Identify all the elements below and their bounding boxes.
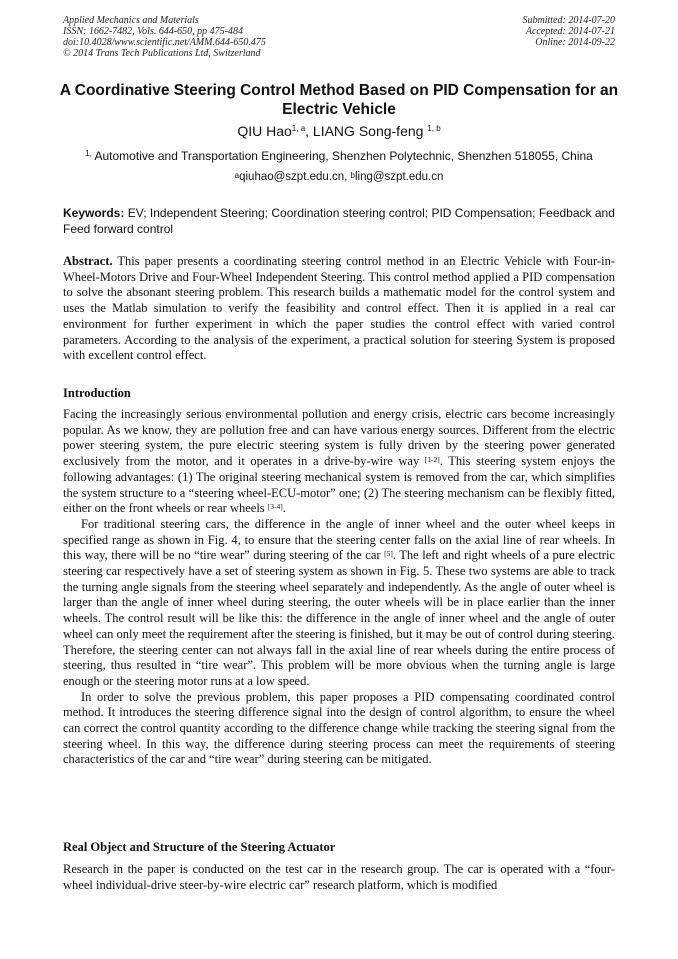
author-separator: , (305, 123, 313, 139)
author-affil-mark: 1, a (291, 124, 306, 133)
copyright-line: © 2014 Trans Tech Publications Ltd, Switzerland (63, 48, 261, 59)
email-link[interactable]: qiuhao@szpt.edu.cn (239, 171, 345, 183)
affiliation-text: Automotive and Transportation Engineering, Shenzhen Polytechnic, Shenzhen 518055, China (91, 149, 593, 163)
citation[interactable]: [1-2] (424, 455, 440, 465)
affiliation (40, 148, 638, 164)
abstract (63, 254, 615, 364)
paragraph-text: . The left and right wheels of a pure electric steering car respectively have a set of steering system as shown in Fig. 5. These two systems are able to track the turning angle signals from the steering wheel separately and independently. As the angle of outer wheel is larger than the angle of inner wheel during steering, the outer wheels will be in place earlier than the inner wheels. The control result will be like this: the difference in the angle of inner wheel and the angle of outer wheel can only meet the requirement after the steering is finished, but it may be out of control during steering. Therefore, the steering center can not always fall in the axial line of rear wheels during the entire process of steering, thus resulted in “tire wear”. This problem will be more obvious when the turning angle is large enough or the steering motor runs at a low speed. (63, 548, 615, 688)
paragraph-text: . (282, 501, 286, 516)
real-object-section (63, 862, 615, 893)
section-heading: Real Object and Structure of the Steering Actuator (63, 840, 336, 854)
abstract-label: Abstract. (63, 254, 113, 268)
issn-line: ISSN: 1662-7482, Vols. 644-650, pp 475-484 (63, 26, 243, 37)
keywords-text: EV; Independent Steering; Coordination steering control; PID Compensation; Feedback and Feed forward control (63, 206, 615, 236)
keywords-label: Keywords: (63, 206, 125, 220)
email-separator: , (344, 171, 351, 183)
abstract-text: This paper presents a coordinating steering control method in an Electric Vehicle with Four-in-Wheel-Motors Drive and Four-Wheel Independent Steering. This control method applied a PID compensation to solve the absonant steering problem. This research builds a mathematic model for the control system and uses the Matlab simulation to verify the feasibility and control effect. Then it is applied in a real car environment for further experiment in which the paper studies the control effect with varied control parameters. According to the analysis of the experiment, a practical solution for steering System is proposed with excellent control effect. (63, 254, 615, 363)
keywords (63, 205, 615, 237)
section-heading: Introduction (63, 386, 131, 400)
paper-title: A Coordinative Steering Control Method Based on PID Compensation for an Electric Vehicle (59, 82, 619, 118)
submitted-date: Submitted: 2014-07-20 (522, 15, 615, 26)
paragraph-text: For traditional steering cars, the difference in the angle of inner wheel and the outer wheel keeps in specified range as shown in Fig. 4, to ensure that the steering center falls on the axial line of rear wheels. In this way, there will be no “tire wear” during steering of the car (63, 516, 615, 563)
citation[interactable]: [5] (384, 549, 393, 559)
journal-name: Applied Mechanics and Materials (63, 15, 199, 26)
online-date: Online: 2014-09-22 (535, 37, 615, 48)
paragraph (63, 517, 615, 690)
email-mark: a (234, 171, 240, 180)
author-name: LIANG Song-feng (312, 123, 424, 139)
introduction-section (63, 407, 615, 768)
accepted-date: Accepted: 2014-07-21 (525, 26, 615, 37)
paragraph-text: Facing the increasingly serious environmental pollution and energy crisis, electric cars become increasingly popular. As we know, they are pollution free and can have various energy sources. Different from the electric power steering system, the pure electric steering system is fully driven by the steering power generated exclusively from the motor, and it operates in a drive-by-wire way (63, 407, 615, 469)
publication-info (63, 15, 266, 59)
email-mark: b (350, 171, 355, 180)
paragraph: Research in the paper is conducted on the test car in the research group. The car is operated with a “four-wheel individual-drive steer-by-wire electric car” research platform, which is modified (63, 862, 615, 892)
paragraph: In order to solve the previous problem, this paper proposes a PID compensating coordinated control method. It introduces the steering difference signal into the design of control algorithm, to ensure the wheel can correct the control quantity according to the difference change while tracking the steering signal from the steering wheel. In this way, the difference during steering process can meet the requirements of steering characteristics of the car and “tire wear” during steering can be mitigated. (63, 689, 615, 767)
email-line (40, 170, 638, 185)
doi-line[interactable]: doi:10.4028/www.scientific.net/AMM.644-650.475 (63, 37, 266, 48)
email-link[interactable]: ling@szpt.edu.cn (354, 171, 444, 183)
author-name: QIU Hao (237, 123, 292, 139)
citation[interactable]: [3-4] (267, 502, 283, 512)
paragraph (63, 407, 615, 517)
paragraph-text: . This steering system enjoys the following advantages: (1) The original steering mechanical system is removed from the car, which simplifies the system structure to a “steering wheel-ECU-motor” one; (2) The steering mechanism can be flexibly fitted, either on the front wheels or rear wheels (63, 454, 616, 516)
author-affil-mark: 1, b (427, 124, 441, 133)
publication-dates (523, 15, 616, 48)
affiliation-mark: 1, (85, 149, 92, 158)
author-line (40, 122, 638, 140)
